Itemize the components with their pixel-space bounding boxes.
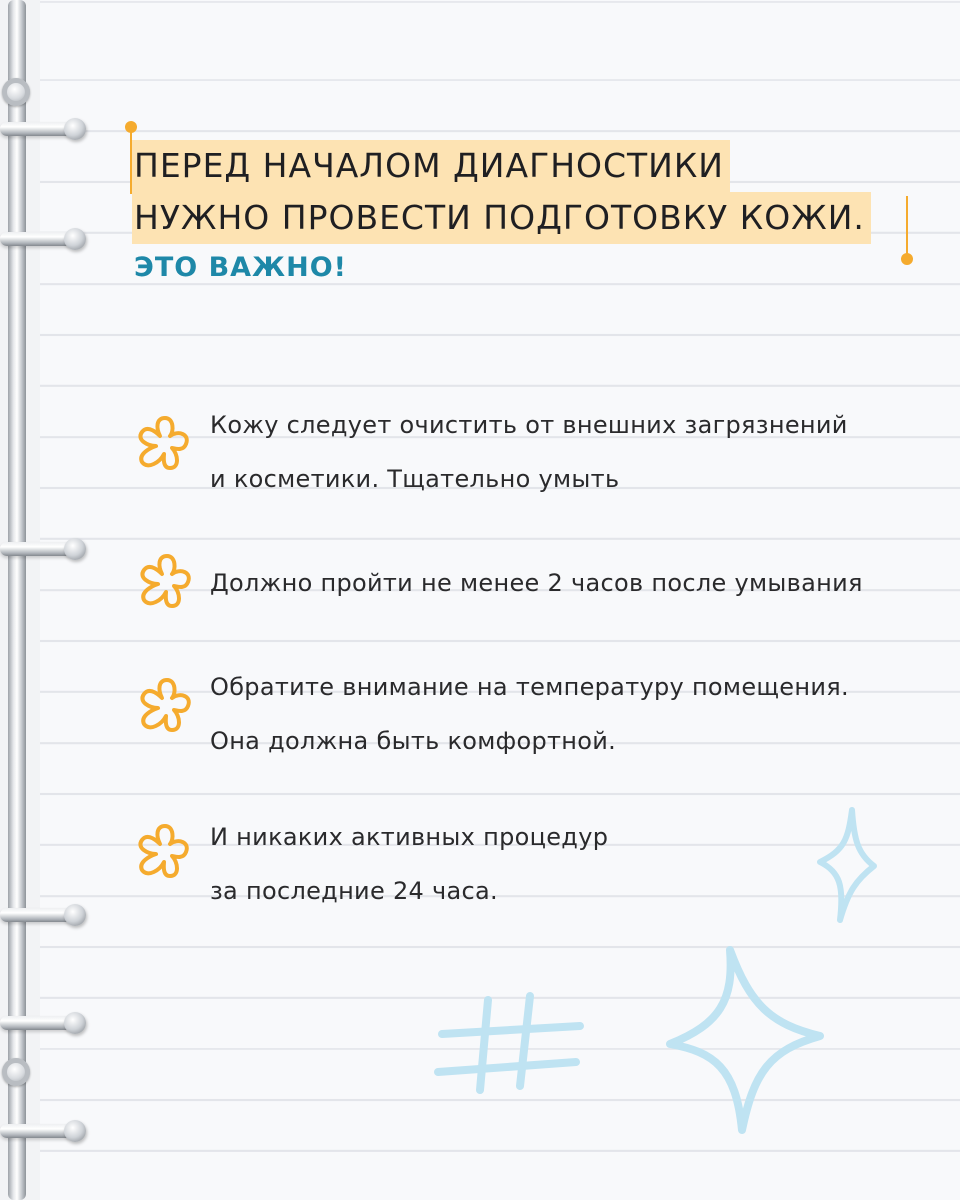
list-item <box>210 810 608 918</box>
bracket-dot-icon <box>901 253 913 265</box>
heading-line-1: ПЕРЕД НАЧАЛОМ ДИАГНОСТИКИ <box>132 140 730 192</box>
item-text-line: Кожу следует очистить от внешних загрязнений <box>210 411 848 439</box>
bracket-line <box>906 196 908 258</box>
flower-icon <box>132 548 202 618</box>
binder-ring-icon <box>0 112 90 146</box>
list-item <box>210 398 848 506</box>
sparkle-icon <box>660 940 830 1140</box>
binder-ring-icon <box>0 222 90 256</box>
binder-ring-icon <box>0 898 90 932</box>
binder-ring-icon <box>0 532 90 566</box>
binder-ring-icon <box>0 1006 90 1040</box>
item-text-line: Должно пройти не менее 2 часов после умывания <box>210 569 863 597</box>
item-text-line: И никаких активных процедур <box>210 823 609 851</box>
item-text-line: за последние 24 часа. <box>210 877 498 905</box>
hash-doodle-icon <box>430 990 590 1100</box>
heading-line-2: НУЖНО ПРОВЕСТИ ПОДГОТОВКУ КОЖИ. <box>132 192 871 244</box>
important-note: ЭТО ВАЖНО! <box>134 252 347 283</box>
item-text-line: Она должна быть комфортной. <box>210 727 617 755</box>
binder-rivet-icon <box>2 1058 30 1086</box>
flower-icon <box>132 672 202 742</box>
page-heading <box>132 140 871 244</box>
binder-ring-icon <box>0 1114 90 1148</box>
binder-rivet-icon <box>2 78 30 106</box>
flower-icon <box>130 818 200 888</box>
item-text-line: Обратите внимание на температуру помещения. <box>210 673 849 701</box>
list-item <box>210 556 863 610</box>
list-item <box>210 660 849 768</box>
sparkle-icon <box>800 800 880 930</box>
flower-icon <box>130 410 200 480</box>
item-text-line: и косметики. Тщательно умыть <box>210 465 620 493</box>
